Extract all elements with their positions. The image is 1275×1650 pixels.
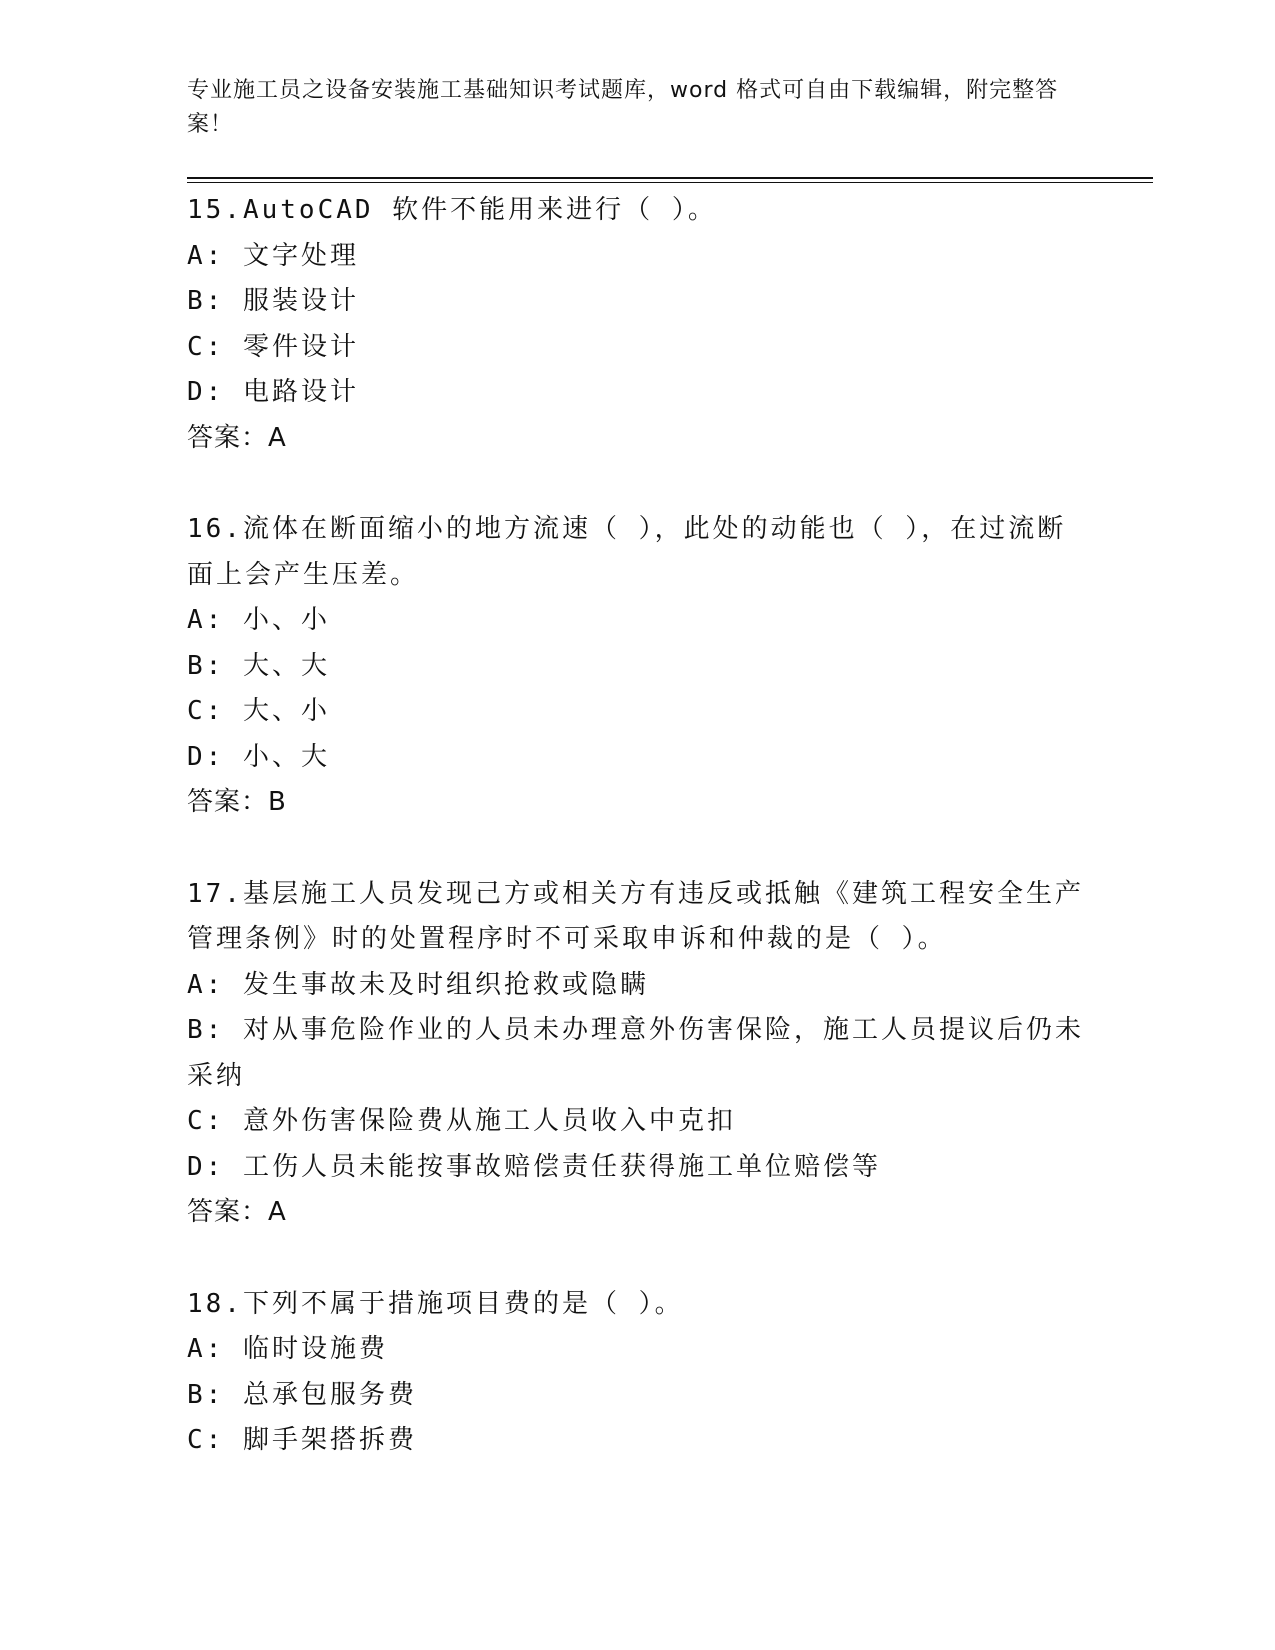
option-c: C: 意外伤害保险费从施工人员收入中克扣 [187, 1106, 736, 1136]
question-list [187, 188, 1087, 1464]
document-header: 专业施工员之设备安装施工基础知识考试题库，word 格式可自由下载编辑，附完整答案！ [187, 78, 1059, 137]
option-b: B: 总承包服务费 [187, 1379, 417, 1410]
option-a: A: 小、小 [187, 605, 330, 635]
answer: 答案：B [187, 787, 287, 817]
question-stem: 16.流体在断面缩小的地方流速（ ），此处的动能也（ ），在过流断面上会产生压差。 [187, 514, 1067, 590]
option-a: A: 文字处理 [187, 240, 359, 271]
option-c: C: 脚手架搭拆费 [187, 1425, 417, 1455]
option-d: D: 工伤人员未能按事故赔偿责任获得施工单位赔偿等 [187, 1151, 881, 1182]
option-c: C: 大、小 [187, 696, 330, 726]
option-d: D: 小、大 [187, 741, 330, 772]
option-b: B: 大、大 [187, 650, 330, 681]
answer: 答案：A [187, 422, 287, 453]
answer: 答案：A [187, 1197, 287, 1227]
question-stem: 18.下列不属于措施项目费的是（ ）。 [187, 1288, 684, 1319]
header-divider-thick [187, 177, 1153, 179]
option-d: D: 电路设计 [187, 377, 359, 407]
header-divider-thin [187, 182, 1153, 183]
question-stem: 15.AutoCAD 软件不能用来进行（ ）。 [187, 195, 717, 225]
option-a: A: 发生事故未及时组织抢救或隐瞒 [187, 969, 649, 1000]
question-spacer [187, 826, 1087, 872]
option-b: B: 对从事危险作业的人员未办理意外伤害保险，施工人员提议后仍未采纳 [187, 1015, 1084, 1091]
question-17 [187, 872, 1087, 1236]
question-spacer [187, 1236, 1087, 1282]
option-c: C: 零件设计 [187, 331, 359, 362]
question-spacer [187, 461, 1087, 507]
question-stem: 17.基层施工人员发现己方或相关方有违反或抵触《建筑工程安全生产管理条例》时的处置程序时不可采取申诉和仲裁的是（ ）。 [187, 878, 1084, 954]
question-15 [187, 188, 1087, 461]
option-a: A: 临时设施费 [187, 1334, 388, 1364]
question-18 [187, 1282, 1087, 1464]
option-b: B: 服装设计 [187, 286, 359, 316]
question-16 [187, 507, 1087, 826]
